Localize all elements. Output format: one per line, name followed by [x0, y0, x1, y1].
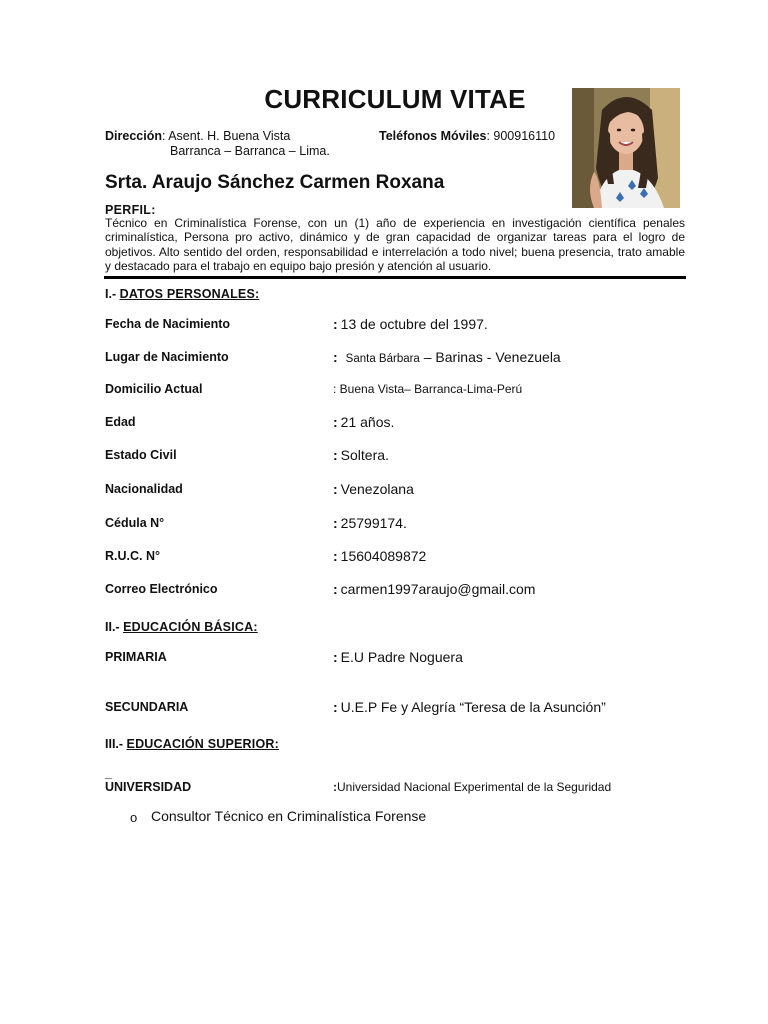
document-title: CURRICULUM VITAE — [264, 84, 526, 114]
section-personal-heading — [105, 287, 259, 301]
primary-value: : E.U Padre Noguera — [333, 649, 463, 665]
primary-label: PRIMARIA — [105, 650, 167, 664]
ruc-value: : 15604089872 — [333, 548, 427, 564]
secondary-label: SECUNDARIA — [105, 700, 189, 714]
section-title: EDUCACIÓN SUPERIOR: — [126, 737, 279, 751]
address-line-2: Barranca – Barranca – Lima. — [170, 144, 330, 158]
section-basic-education-heading — [105, 620, 258, 634]
id-number-label: Cédula N° — [105, 516, 165, 530]
home-address-label: Domicilio Actual — [105, 382, 203, 396]
address-line — [105, 129, 290, 143]
degree-title: Consultor Técnico en Criminalística Forense — [151, 808, 427, 824]
perfil-text: Técnico en Criminalística Forense, con un (1) año de experiencia en investigación científica penales criminalística, Persona pro activo, dinámico y de gran capacidad de organizar tareas para el logro de objetivos. Alto sentido del orden, responsabilidad e interrelación a todo nivel; buena presencia, trato amable y destacado para el trabajo en equipo bajo presión y atención al usuario. — [105, 216, 685, 274]
phone-label: Teléfonos Móviles — [379, 129, 487, 143]
section-title: DATOS PERSONALES: — [119, 287, 260, 301]
nationality-label: Nacionalidad — [105, 482, 183, 496]
secondary-value: : U.E.P Fe y Alegría “Teresa de la Asunción” — [333, 699, 606, 715]
civil-status-value: : Soltera. — [333, 447, 389, 463]
civil-status-label: Estado Civil — [105, 448, 177, 462]
candidate-name: Srta. Araujo Sánchez Carmen Roxana — [105, 172, 445, 193]
id-number-value: : 25799174. — [333, 515, 407, 531]
stray-underscore: _ — [105, 766, 112, 780]
profile-photo — [572, 88, 680, 208]
phone-value: : 900916110 — [486, 129, 556, 143]
birth-place-value: : Santa Bárbara – Barinas - Venezuela — [333, 349, 561, 365]
section-number: I.- — [105, 287, 120, 301]
age-value: : 21 años. — [333, 414, 395, 430]
section-divider — [104, 276, 686, 279]
email-label: Correo Electrónico — [105, 582, 218, 596]
phone-line — [379, 129, 555, 143]
section-number: II.- — [105, 620, 124, 634]
address-value: : Asent. H. Buena Vista — [161, 129, 291, 143]
ruc-label: R.U.C. N° — [105, 549, 160, 563]
home-address-value: : Buena Vista– Barranca-Lima-Perú — [333, 382, 523, 396]
university-label: UNIVERSIDAD — [105, 780, 192, 794]
age-label: Edad — [105, 415, 136, 429]
nationality-value: : Venezolana — [333, 481, 414, 497]
section-number: III.- — [105, 737, 127, 751]
birth-date-value: : 13 de octubre del 1997. — [333, 316, 488, 332]
section-higher-education-heading — [105, 737, 279, 751]
email-value: : carmen1997araujo@gmail.com — [333, 581, 536, 597]
birth-place-label: Lugar de Nacimiento — [105, 350, 229, 364]
section-title: EDUCACIÓN BÁSICA: — [123, 620, 258, 634]
bullet-icon: o — [130, 810, 138, 825]
birth-date-label: Fecha de Nacimiento — [105, 317, 231, 331]
perfil-label: PERFIL: — [105, 203, 156, 217]
address-label: Dirección — [105, 129, 162, 143]
university-value: :Universidad Nacional Experimental de la Seguridad — [333, 780, 612, 794]
